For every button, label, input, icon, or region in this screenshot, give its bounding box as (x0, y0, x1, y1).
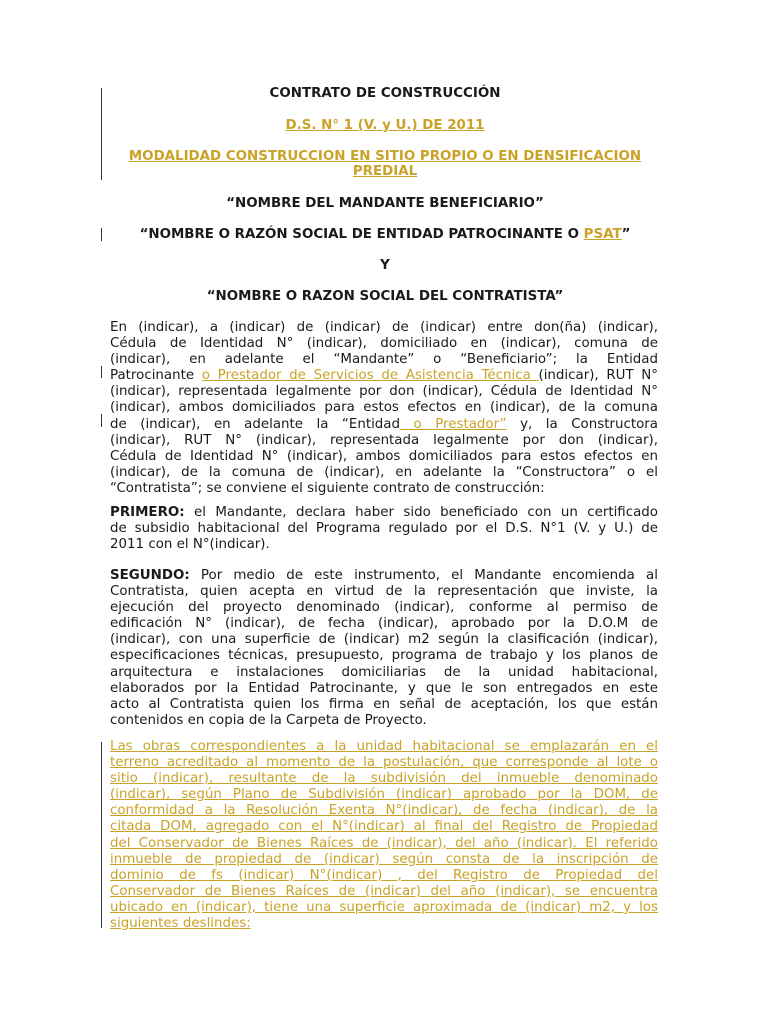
intro-text: y, la Constructora (506, 416, 658, 432)
intro-line (110, 417, 658, 433)
segundo-line (110, 568, 658, 584)
segundo-line: contenidos en copia de la Carpeta de Proyecto. (110, 712, 427, 728)
primero-text: el Mandante, declara haber sido beneficiado con un certificado (184, 505, 658, 520)
obras-line: (indicar), según Plano de Subdivisión (indicar) aprobado por la DOM, de (110, 787, 658, 803)
party-entidad-close-quote: ” (621, 227, 631, 242)
obras-line: conformidad a la Resolución Exenta N°(indicar), de fecha (indicar), de la (110, 803, 658, 819)
change-bar (101, 88, 102, 180)
document-title: CONTRATO DE CONSTRUCCIÓN (269, 86, 501, 101)
change-bar (101, 414, 102, 427)
prestador-link[interactable]: o Prestador de Servicios de Asistencia Técnica (201, 368, 539, 384)
intro-line: “Contratista”; se conviene el siguiente contrato de construcción: (110, 480, 545, 496)
primero-line (110, 505, 658, 521)
intro-text: (indicar), RUT N° (538, 368, 659, 384)
obras-line: sitio (indicar), resultante de la subdivisión del inmueble denominado (110, 771, 658, 787)
intro-text: de (indicar), en adelante la “Entidad (110, 416, 400, 432)
intro-text: Patrocinante (110, 368, 202, 384)
party-entidad-text: “NOMBRE O RAZÓN SOCIAL DE ENTIDAD PATROCINANTE O (139, 227, 584, 242)
party-entidad-heading (110, 227, 660, 243)
segundo-line: edificación N° (indicar), de fecha (indicar), aprobado por la D.O.M de (110, 616, 658, 632)
intro-line: Cédula de Identidad N° (indicar), ambos domiciliados para estos efectos en (110, 448, 658, 464)
segundo-line: especificaciones técnicas, presupuesto, programa de trabajo y los planos de (110, 648, 658, 664)
obras-paragraph (110, 739, 658, 932)
conjunction-heading: Y (380, 258, 390, 273)
primero-line: de subsidio habitacional del Programa regulado por el D.S. N°1 (V. y U.) de (110, 521, 658, 537)
segundo-line: arquitectura e instalaciones domiciliarias de la unidad habitacional, (110, 664, 658, 680)
segundo-line: Contratista, quien acepta en virtud de la representación que inviste, la (110, 584, 658, 600)
intro-line: (indicar), de la comuna de (indicar), en adelante la “Constructora” o el (110, 464, 658, 480)
party-contratista-heading: “NOMBRE O RAZON SOCIAL DEL CONTRATISTA” (206, 289, 564, 304)
obras-line: Las obras correspondientes a la unidad habitacional se emplazarán en el (110, 739, 658, 754)
segundo-text: Por medio de este instrumento, el Mandante encomienda al (189, 568, 658, 583)
change-bar (101, 366, 102, 378)
modality-heading-line-1[interactable]: MODALIDAD CONSTRUCCION EN SITIO PROPIO O EN DENSIFICACION (128, 149, 642, 164)
segundo-label: SEGUNDO: (110, 568, 190, 583)
decree-heading[interactable]: D.S. N° 1 (V. y U.) DE 2011 (285, 118, 485, 133)
obras-line: dominio de fs (indicar) N°(indicar) , del Registro de Propiedad del (110, 867, 658, 883)
psat-link[interactable]: PSAT (583, 227, 622, 242)
segundo-line: elaborados por la Entidad Patrocinante, y que le son entregados en este (110, 680, 658, 696)
segundo-line: acto al Contratista quien los firma en señal de aceptación, los que están (110, 696, 658, 712)
intro-line (110, 368, 658, 384)
obras-line: siguientes deslindes: (110, 916, 251, 932)
prestador-link-2[interactable]: o Prestador” (400, 416, 507, 432)
intro-paragraph (110, 320, 658, 497)
primero-line: 2011 con el N°(indicar). (110, 537, 270, 553)
primero-paragraph (110, 505, 658, 553)
intro-line: (indicar), RUT N° (indicar), representada legalmente por don (indicar), (110, 432, 658, 448)
segundo-line: (indicar), con una superficie de (indicar) m2 según la clasificación (indicar), (110, 632, 658, 648)
intro-line: (indicar), en adelante el “Mandante” o “Beneficiario”; la Entidad (110, 352, 658, 368)
change-bar (101, 742, 102, 928)
segundo-paragraph (110, 568, 658, 729)
modality-heading-line-2[interactable]: PREDIAL (352, 164, 418, 179)
intro-line: En (indicar), a (indicar) de (indicar) de (indicar) entre don(ña) (indicar), (110, 320, 658, 335)
obras-line: Conservador de Bienes Raíces de (indicar) del año (indicar), se encuentra (110, 883, 658, 899)
obras-line: citada DOM, agregado con el N°(indicar) al final del Registro de Propiedad (110, 819, 658, 835)
segundo-line: ejecución del proyecto denominado (indicar), conforme al permiso de (110, 600, 658, 616)
obras-line: terreno acreditado al momento de la postulación, que corresponde al lote o (110, 755, 658, 771)
obras-line: inmueble de propiedad de (indicar) según consta de la inscripción de (110, 851, 658, 867)
intro-line: (indicar), representada legalmente por don (indicar), Cédula de Identidad N° (110, 384, 658, 400)
intro-line: (indicar), ambos domiciliados para estos efectos en (indicar), de la comuna (110, 400, 658, 416)
intro-line: Cédula de Identidad N° (indicar), domiciliado en (indicar), comuna de (110, 336, 658, 352)
party-mandante-heading: “NOMBRE DEL MANDANTE BENEFICIARIO” (226, 196, 544, 211)
obras-line: ubicado en (indicar), tiene una superficie aproximada de (indicar) m2, y los (110, 899, 658, 915)
obras-line: del Conservador de Bienes Raíces de (indicar), del año (indicar). El referido (110, 835, 658, 851)
change-bar (101, 228, 102, 241)
primero-label: PRIMERO: (110, 505, 185, 520)
